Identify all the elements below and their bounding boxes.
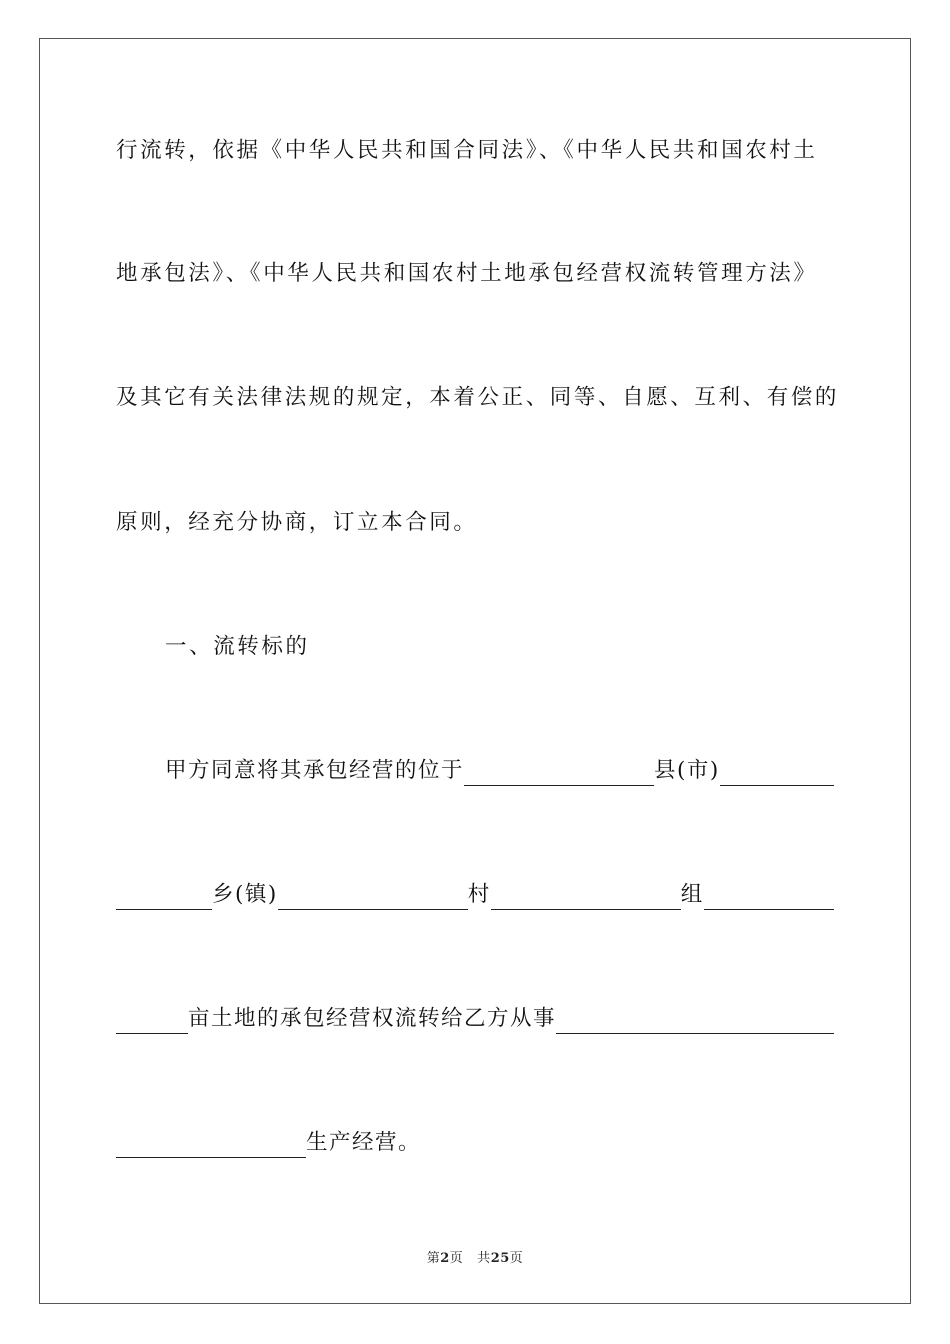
production-text: 生产经营。	[306, 1130, 422, 1155]
body-line-4: 原则，经充分协商，订立本合同。	[116, 510, 478, 535]
body-line-3: 及其它有关法律法规的规定，本着公正、同等、自愿、互利、有偿的	[116, 385, 840, 410]
body-line-2: 地承包法》、《中华人民共和国农村土地承包经营权流转管理方法》	[116, 261, 818, 286]
footer-page-prefix: 第	[426, 1251, 441, 1266]
township-label: 乡(镇)	[212, 882, 278, 907]
township-blank-end[interactable]	[116, 889, 212, 910]
village-blank[interactable]	[278, 889, 468, 910]
location-line-1	[165, 756, 834, 786]
township-blank-start[interactable]	[720, 765, 834, 786]
purpose-blank-start[interactable]	[556, 1013, 834, 1034]
purpose-blank-end[interactable]	[116, 1137, 306, 1158]
section-heading: 一、流转标的	[165, 634, 310, 659]
county-label: 县(市)	[654, 758, 720, 783]
county-blank[interactable]	[464, 765, 654, 786]
location-line-2	[116, 880, 834, 910]
location-intro-text: 甲方同意将其承包经营的位于	[165, 758, 465, 783]
page-footer	[0, 1247, 950, 1266]
body-line-1: 行流转，依据《中华人民共和国合同法》、《中华人民共和国农村土	[116, 138, 818, 163]
acreage-blank-end[interactable]	[116, 1013, 188, 1034]
location-line-3	[116, 1004, 834, 1034]
footer-total-pages: 25	[490, 1251, 510, 1266]
village-label: 村	[467, 882, 491, 907]
footer-page-number: 2	[440, 1251, 450, 1266]
acreage-blank-start[interactable]	[704, 889, 834, 910]
location-line-4	[116, 1128, 834, 1158]
footer-page-suffix: 页	[449, 1251, 464, 1266]
group-blank[interactable]	[491, 889, 681, 910]
group-label: 组	[680, 882, 704, 907]
footer-total-prefix: 共	[477, 1251, 491, 1266]
footer-total-suffix: 页	[509, 1251, 524, 1266]
land-transfer-text: 亩土地的承包经营权流转给乙方从事	[188, 1006, 557, 1031]
page-border	[39, 38, 911, 1304]
